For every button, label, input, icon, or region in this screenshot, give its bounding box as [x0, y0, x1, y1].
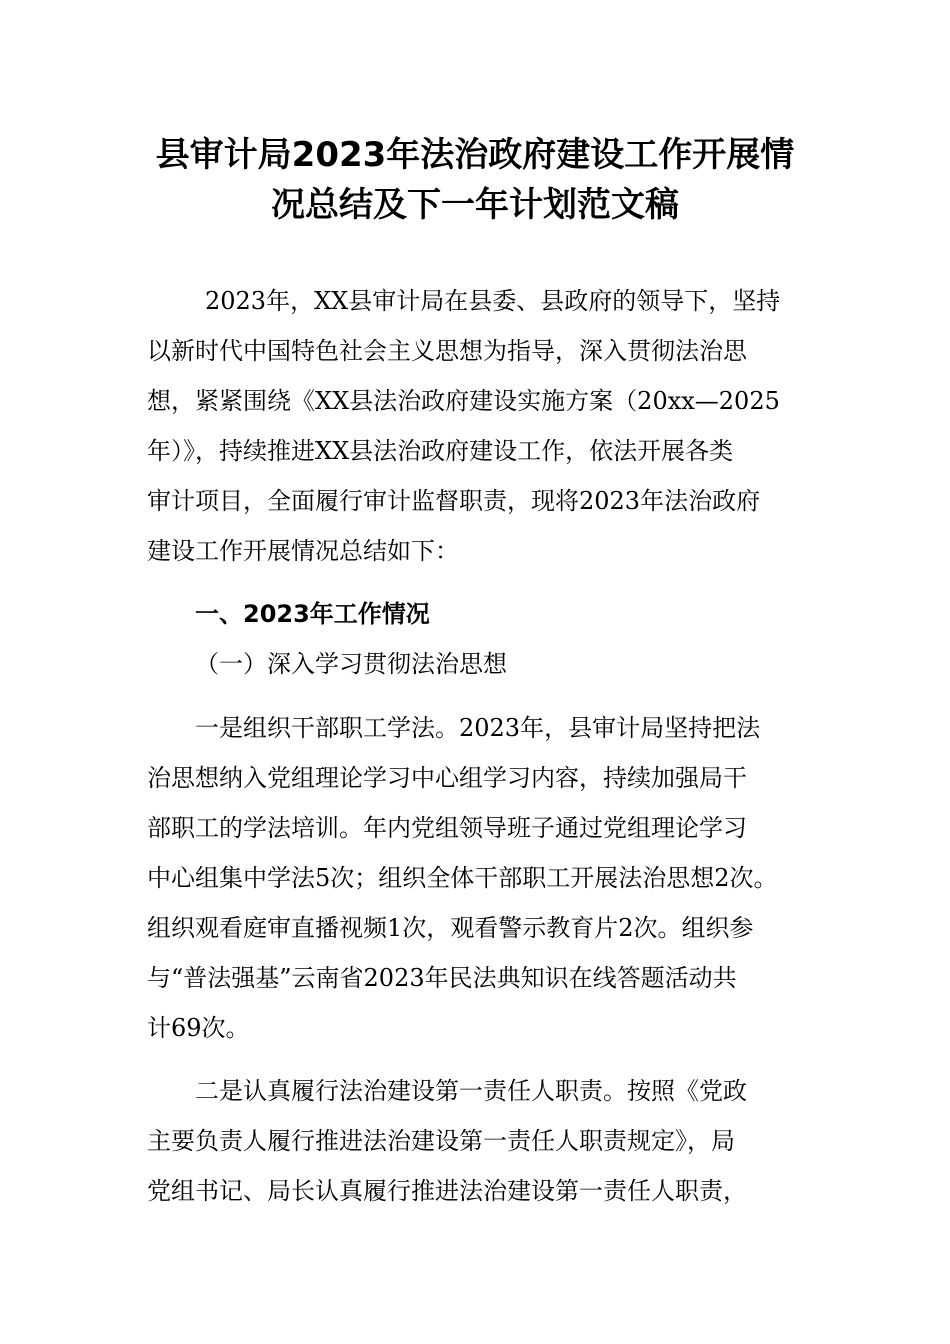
paragraph-line: 党组书记、局长认真履行推进法治建设第一责任人职责， [147, 1177, 747, 1205]
document-title-line-1: 县审计局2023年法治政府建设工作开展情 [155, 135, 795, 175]
paragraph-line: 一是组织干部职工学法。2023年，县审计局坚持把法 [195, 714, 761, 742]
paragraph-line: 二是认真履行法治建设第一责任人职责。按照《党政 [195, 1077, 747, 1105]
intro-line: 年）》，持续推进XX县法治政府建设工作，依法开展各类 [147, 437, 734, 465]
intro-line: 审计项目，全面履行审计监督职责，现将2023年法治政府 [147, 487, 761, 515]
intro-line: 建设工作开展情况总结如下： [147, 537, 459, 565]
paragraph-line: 组织观看庭审直播视频1次，观看警示教育片2次。组织参 [147, 914, 754, 942]
paragraph-line: 主要负责人履行推进法治建设第一责任人职责规定》，局 [147, 1127, 735, 1155]
intro-line: 以新时代中国特色社会主义思想为指导，深入贯彻法治思 [147, 337, 747, 365]
paragraph-line: 部职工的学法培训。年内党组领导班子通过党组理论学习 [147, 814, 747, 842]
subsection-heading: （一）深入学习贯彻法治思想 [195, 650, 507, 678]
paragraph-line: 与“普法强基”云南省2023年民法典知识在线答题活动共 [147, 964, 737, 992]
paragraph-line: 治思想纳入党组理论学习中心组学习内容，持续加强局干 [147, 764, 747, 792]
intro-line: 2023年，XX县审计局在县委、县政府的领导下，坚持 [205, 287, 781, 315]
document-title-line-2: 况总结及下一年计划范文稿 [271, 185, 679, 225]
section-heading: 一、2023年工作情况 [195, 600, 430, 628]
intro-line: 想，紧紧围绕《XX县法治政府建设实施方案（20xx—2025 [147, 387, 780, 415]
paragraph-line: 计69次。 [147, 1014, 250, 1042]
paragraph-line: 中心组集中学法5次；组织全体干部职工开展法治思想2次。 [147, 864, 778, 892]
